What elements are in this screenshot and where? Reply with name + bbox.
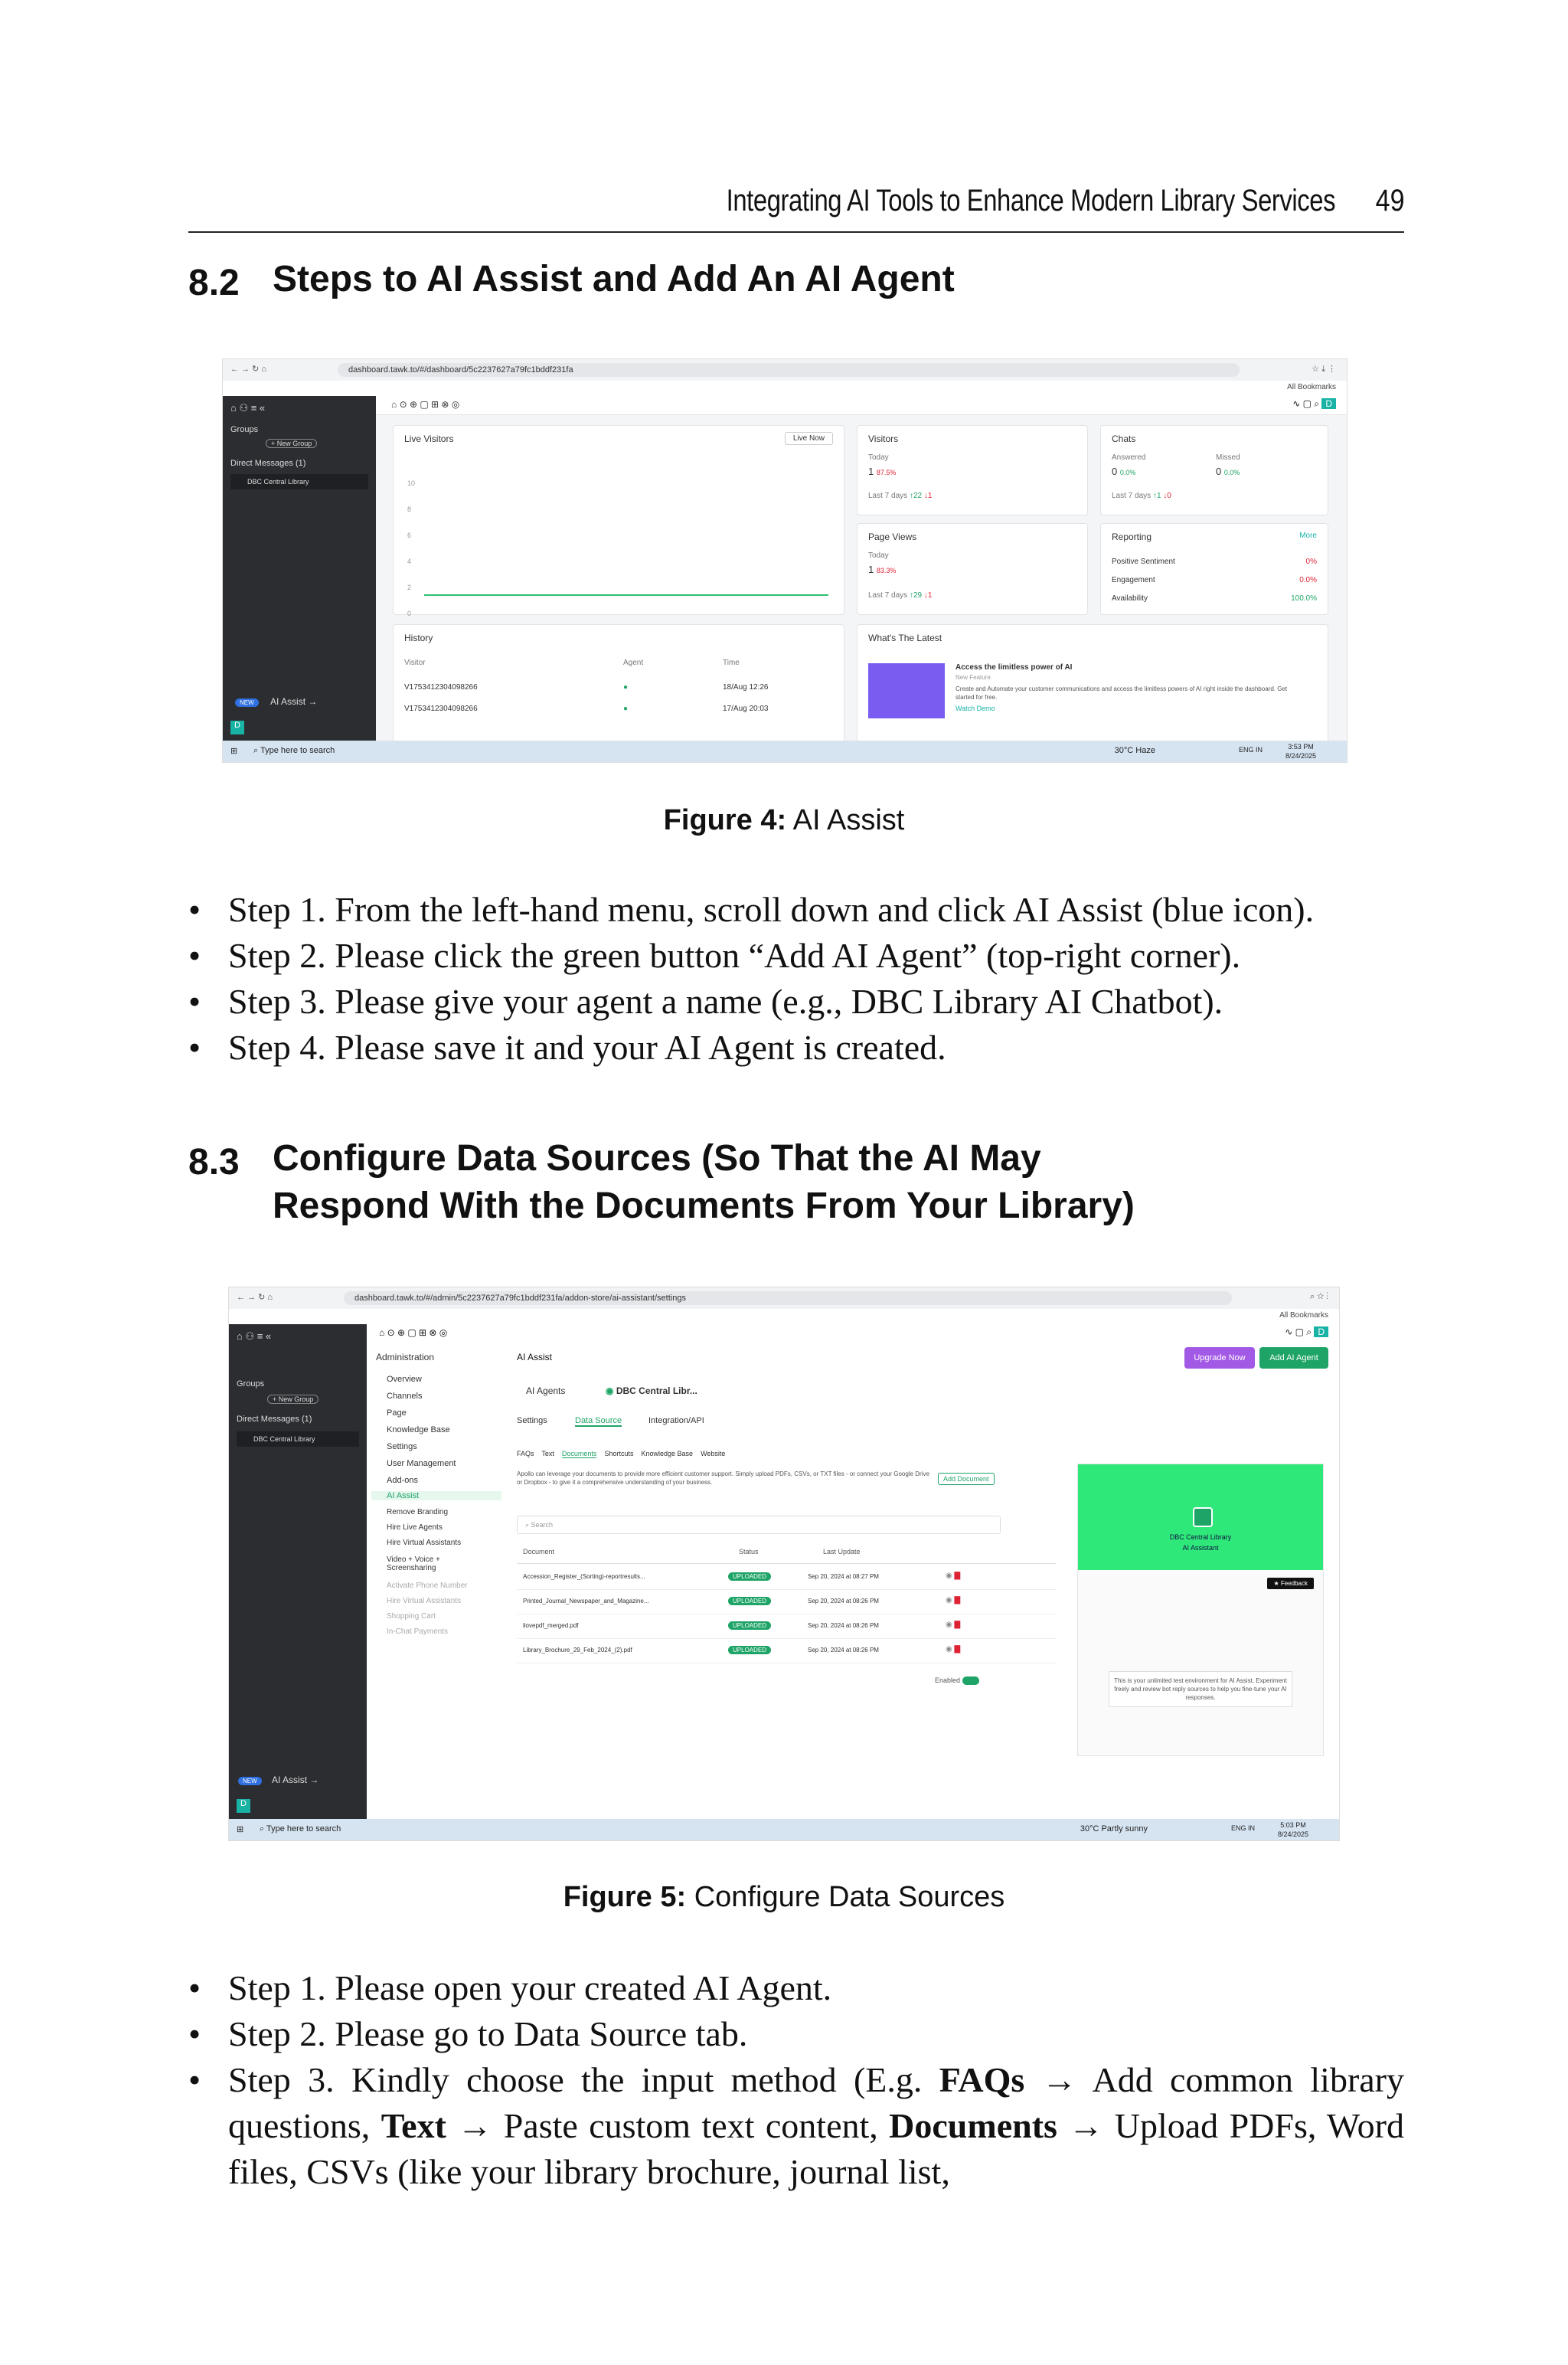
tab-website[interactable]: Website <box>701 1450 726 1457</box>
step-item: • Step 1. Please open your created AI Agent. <box>188 1965 1404 2011</box>
live-now-dropdown[interactable]: Live Now <box>785 432 833 445</box>
nav-arrows-icon[interactable]: ← → ↻ ⌂ <box>230 365 267 374</box>
admin-menu <box>367 1343 507 1819</box>
history-row[interactable]: V1753412304098266 ● 18/Aug 12:26 <box>404 683 769 692</box>
reporting-card <box>1100 523 1328 615</box>
page-views-title: Page Views <box>868 532 917 542</box>
section-number: 8.3 <box>188 1142 240 1182</box>
section-8-2-heading <box>188 259 1413 311</box>
caption-label: Figure 4: <box>663 804 787 836</box>
step-item: • Step 2. Please click the green button “Add AI Agent” (top-right corner). <box>188 933 1404 979</box>
chats-answered-label: Answered <box>1112 453 1146 462</box>
browser-toolbar <box>223 359 1347 381</box>
admin-menu-item[interactable]: Settings <box>387 1442 417 1451</box>
history-title: History <box>404 633 433 643</box>
page-number: 49 <box>1375 184 1404 218</box>
table-row[interactable]: Library_Brochure_29_Feb_2024_(2).pdf UPLOADED Sep 20, 2024 at 08:26 PM ◉ ▇ <box>517 1640 1056 1663</box>
add-ai-agent-button[interactable]: Add AI Agent <box>1259 1347 1328 1369</box>
section-title-line1: Configure Data Sources (So That the AI May <box>273 1138 1041 1179</box>
page-views-value: 1 83.3% <box>868 564 897 575</box>
preview-name: DBC Central Library <box>1169 1533 1232 1541</box>
visitors-value: 1 87.5% <box>868 466 897 477</box>
taskbar-search[interactable]: ⌕ Type here to search <box>260 1824 341 1833</box>
page-views-last7: Last 7 days ↑29 ↓1 <box>868 591 933 600</box>
chat-sidebar <box>223 396 376 741</box>
steps-list-a <box>188 887 1404 1071</box>
bookmarks-bar <box>223 381 1347 397</box>
windows-taskbar <box>229 1819 1339 1840</box>
profile-avatar[interactable]: D <box>230 721 244 734</box>
new-group-button[interactable]: + New Group <box>267 1395 318 1404</box>
direct-messages-label[interactable]: Direct Messages (1) <box>230 459 306 468</box>
latest-card <box>857 624 1328 748</box>
admin-menu-item[interactable]: Hire Live Agents <box>387 1523 443 1532</box>
step-item: • Step 1. From the left-hand menu, scroll down and click AI Assist (blue icon). <box>188 887 1404 933</box>
latest-headline: Access the limitless power of AI <box>956 663 1073 672</box>
groups-label[interactable]: Groups <box>230 425 259 434</box>
admin-menu-item[interactable]: Channels <box>387 1392 423 1401</box>
visitors-title: Visitors <box>868 433 899 444</box>
step-item-3: • Step 3. Kindly choose the input method (E.g. FAQs → Add common library questions, Text → Paste custom text content, Documents → Upload PDFs, Word files, CSVs (like your library brochure, journal list, <box>188 2057 1404 2195</box>
ai-assist-link[interactable]: NEW AI Assist → <box>238 1775 318 1785</box>
tab-documents[interactable]: Documents <box>561 1450 597 1457</box>
admin-menu-item[interactable]: In-Chat Payments <box>387 1627 449 1636</box>
visitors-today: Today <box>868 453 889 462</box>
ai-assist-title: AI Assist <box>517 1352 553 1362</box>
section-title: Steps to AI Assist and Add An AI Agent <box>273 259 955 299</box>
admin-menu-item[interactable]: Page <box>387 1408 407 1418</box>
figure-4-screenshot <box>222 358 1348 763</box>
tab-settings[interactable]: Settings <box>517 1416 547 1425</box>
tab-text[interactable]: Text <box>541 1450 554 1457</box>
property-item[interactable]: DBC Central Library <box>237 1431 359 1447</box>
live-line <box>424 594 828 596</box>
taskbar-lang: ENG IN <box>1238 746 1263 754</box>
dashboard-topbar <box>367 1324 1339 1343</box>
admin-menu-item[interactable]: Hire Virtual Assistants <box>387 1597 462 1605</box>
topbar-right-icons[interactable]: ∿ ▢ ⌕ D <box>1292 398 1336 410</box>
step-item: • Step 3. Please give your agent a name (e.g., DBC Library AI Chatbot). <box>188 979 1404 1025</box>
new-group-button[interactable]: + New Group <box>266 439 317 448</box>
latest-badge: New Feature <box>956 674 991 681</box>
taskbar-weather: 30°C Haze <box>1114 746 1155 755</box>
direct-messages-label[interactable]: Direct Messages (1) <box>237 1415 312 1424</box>
admin-menu-item[interactable]: Hire Virtual Assistants <box>387 1539 462 1547</box>
figure-5-screenshot <box>228 1287 1340 1841</box>
enabled-toggle[interactable]: Enabled <box>935 1676 979 1685</box>
new-badge: NEW <box>238 1777 262 1785</box>
address-bar[interactable]: dashboard.tawk.to/#/dashboard/5c2237627a79fc1bddf231fa <box>338 363 1240 377</box>
history-row[interactable]: V1753412304098266 ● 17/Aug 20:03 <box>404 705 769 713</box>
tab-faqs[interactable]: FAQs <box>517 1450 534 1457</box>
preview-note: This is your unlimited test environment for AI Assist. Experiment freely and review bot reply sources to help you fine-tune your AI responses. <box>1109 1671 1292 1707</box>
step-item: • Step 4. Please save it and your AI Agent is created. <box>188 1025 1404 1071</box>
latest-body: Create and Automate your customer communications and access the limitless powers of AI right inside the dashboard. Get started for free. <box>956 685 1288 701</box>
y-axis-ticks: 10 8 6 4 2 0 <box>407 479 416 617</box>
documents-table-header: Document Status Last Update <box>517 1548 1056 1564</box>
groups-label[interactable]: Groups <box>237 1379 265 1389</box>
browser-menu-icon[interactable]: ⌕ ☆ ⋮ <box>1310 1292 1328 1301</box>
address-bar[interactable]: dashboard.tawk.to/#/admin/5c2237627a79fc1bddf231fa/addon-store/ai-assistant/settings <box>344 1291 1232 1305</box>
caption-label: Figure 5: <box>563 1881 687 1913</box>
add-document-button[interactable]: Add Document <box>938 1473 995 1485</box>
source-tabs <box>517 1450 725 1457</box>
search-input[interactable]: ⌕ Search <box>517 1516 1001 1534</box>
preview-sub: AI Assistant <box>1182 1544 1219 1552</box>
caption-text: AI Assist <box>792 804 905 836</box>
all-bookmarks[interactable]: All Bookmarks <box>1279 1311 1328 1320</box>
ai-assist-label: AI Assist <box>270 696 306 707</box>
table-row[interactable]: Printed_Journal_Newspaper_and_Magazine... UPLOADED Sep 20, 2024 at 08:26 PM ◉ ▇ <box>517 1591 1056 1614</box>
table-row[interactable]: Accession_Register_(Sorting)-reportresults... UPLOADED Sep 20, 2024 at 08:27 PM ◉ ▇ <box>517 1566 1056 1590</box>
bookmarks-bar <box>229 1309 1339 1325</box>
caption-text: Configure Data Sources <box>694 1881 1005 1913</box>
new-badge: NEW <box>235 698 259 707</box>
section-number: 8.2 <box>188 263 240 303</box>
dashboard-topbar <box>376 396 1347 415</box>
running-title: Integrating AI Tools to Enhance Modern Library Services <box>726 184 1335 218</box>
steps-list-b <box>188 1965 1404 2195</box>
taskbar-search[interactable]: ⌕ Type here to search <box>253 746 335 755</box>
windows-start-icon[interactable]: ⊞ <box>237 1825 244 1834</box>
tab-agent-dbc[interactable]: ◉ DBC Central Libr... <box>606 1385 697 1396</box>
figure-5-caption <box>0 1881 1568 1914</box>
live-visitors-title: Live Visitors <box>404 433 454 444</box>
taskbar-clock: 3:53 PM 8/24/2025 <box>1285 743 1316 760</box>
reporting-title: Reporting <box>1112 532 1152 542</box>
history-col-time: Time <box>723 659 740 667</box>
sidebar-icons[interactable]: ⌂ ⚇ ≡ « <box>237 1330 272 1342</box>
admin-menu-item[interactable]: Knowledge Base <box>387 1425 450 1434</box>
taskbar-weather: 30°C Partly sunny <box>1080 1824 1148 1833</box>
chats-missed-value: 0 0.0% <box>1216 466 1240 477</box>
section-title-line2: Respond With the Documents From Your Library) <box>273 1186 1135 1226</box>
reporting-more-link[interactable]: More <box>1299 532 1317 540</box>
preview-logo <box>1193 1507 1213 1527</box>
history-col-agent: Agent <box>623 659 644 667</box>
admin-menu-item-active[interactable]: AI Assist <box>371 1491 501 1500</box>
chats-title: Chats <box>1112 433 1136 444</box>
admin-menu-item[interactable]: Add-ons <box>387 1476 418 1485</box>
property-item[interactable]: DBC Central Library <box>230 474 368 489</box>
step-item: • Step 2. Please go to Data Source tab. <box>188 2011 1404 2057</box>
chat-sidebar <box>229 1324 367 1819</box>
tab-integration-api[interactable]: Integration/API <box>648 1416 704 1425</box>
admin-menu-item[interactable]: User Management <box>387 1459 456 1468</box>
taskbar-clock: 5:03 PM 8/24/2025 <box>1277 1821 1308 1838</box>
table-row[interactable]: ilovepdf_merged.pdf UPLOADED Sep 20, 2024 at 08:26 PM ◉ ▇ <box>517 1615 1056 1639</box>
windows-taskbar <box>223 741 1347 762</box>
sidebar-icons[interactable]: ⌂ ⚇ ≡ « <box>230 402 266 414</box>
chats-answered-value: 0 0.0% <box>1112 466 1136 477</box>
upgrade-now-button[interactable]: Upgrade Now <box>1184 1347 1255 1369</box>
live-visitors-card <box>393 425 844 615</box>
ai-assist-label: AI Assist <box>272 1775 308 1785</box>
tab-knowledge-base[interactable]: Knowledge Base <box>641 1450 694 1457</box>
topbar-icons[interactable]: ⌂ ⊙ ⊕ ▢ ⊞ ⊗ ◎ <box>391 399 460 410</box>
tab-shortcuts[interactable]: Shortcuts <box>604 1450 634 1457</box>
figure-4-caption <box>0 804 1568 837</box>
section-8-3-heading <box>188 1138 1413 1241</box>
chats-last7: Last 7 days ↑1 ↓0 <box>1112 492 1171 500</box>
taskbar-lang: ENG IN <box>1230 1824 1255 1832</box>
topbar-right-icons[interactable]: ∿ ▢ ⌕ D <box>1285 1326 1328 1338</box>
history-col-visitor: Visitor <box>404 659 426 667</box>
browser-menu-icon[interactable]: ☆ ⤓ ⋮ <box>1312 365 1336 374</box>
ai-assist-link[interactable]: NEW AI Assist → <box>235 696 317 707</box>
all-bookmarks[interactable]: All Bookmarks <box>1287 383 1336 391</box>
history-card <box>393 624 844 748</box>
feedback-button[interactable]: ★ Feedback <box>1267 1578 1314 1589</box>
latest-thumbnail <box>868 663 945 718</box>
windows-start-icon[interactable]: ⊞ <box>230 747 238 756</box>
visitors-card <box>857 425 1088 515</box>
chats-card <box>1100 425 1328 515</box>
chat-preview <box>1077 1464 1324 1756</box>
preview-header <box>1078 1464 1323 1570</box>
admin-menu-item[interactable]: Remove Branding <box>387 1508 449 1516</box>
nav-arrows-icon[interactable]: ← → ↻ ⌂ <box>237 1293 273 1302</box>
admin-menu-item[interactable]: Video + Voice + Screensharing <box>387 1555 440 1572</box>
latest-title: What's The Latest <box>868 633 942 643</box>
admin-title: Administration <box>376 1352 435 1362</box>
chats-missed-label: Missed <box>1216 453 1240 462</box>
ai-assist-panel <box>506 1343 1339 1819</box>
admin-menu-item[interactable]: Shopping Cart <box>387 1612 436 1621</box>
tab-data-source[interactable]: Data Source <box>575 1416 622 1425</box>
page-views-today: Today <box>868 551 889 560</box>
visitors-last7: Last 7 days ↑22 ↓1 <box>868 492 933 500</box>
profile-avatar[interactable]: D <box>237 1799 250 1813</box>
admin-menu-item[interactable]: Activate Phone Number <box>387 1582 468 1590</box>
reporting-rows: Positive Sentiment 0% Engagement 0.0% Availability 100.0% <box>1112 558 1317 603</box>
documents-description: Apollo can leverage your documents to provide more efficient customer support. Simply upload PDFs, CSVs, or TXT files - or connect your Google Drive or Dropbox - to give it a comprehensive understanding of your business. <box>517 1470 929 1486</box>
running-head <box>188 176 1404 233</box>
tab-ai-agents[interactable]: AI Agents <box>526 1385 566 1396</box>
page-views-card <box>857 523 1088 615</box>
watch-demo-link[interactable]: Watch Demo <box>956 705 995 712</box>
topbar-icons[interactable]: ⌂ ⊙ ⊕ ▢ ⊞ ⊗ ◎ <box>379 1327 448 1338</box>
browser-toolbar <box>229 1287 1339 1310</box>
admin-menu-item[interactable]: Overview <box>387 1375 422 1384</box>
